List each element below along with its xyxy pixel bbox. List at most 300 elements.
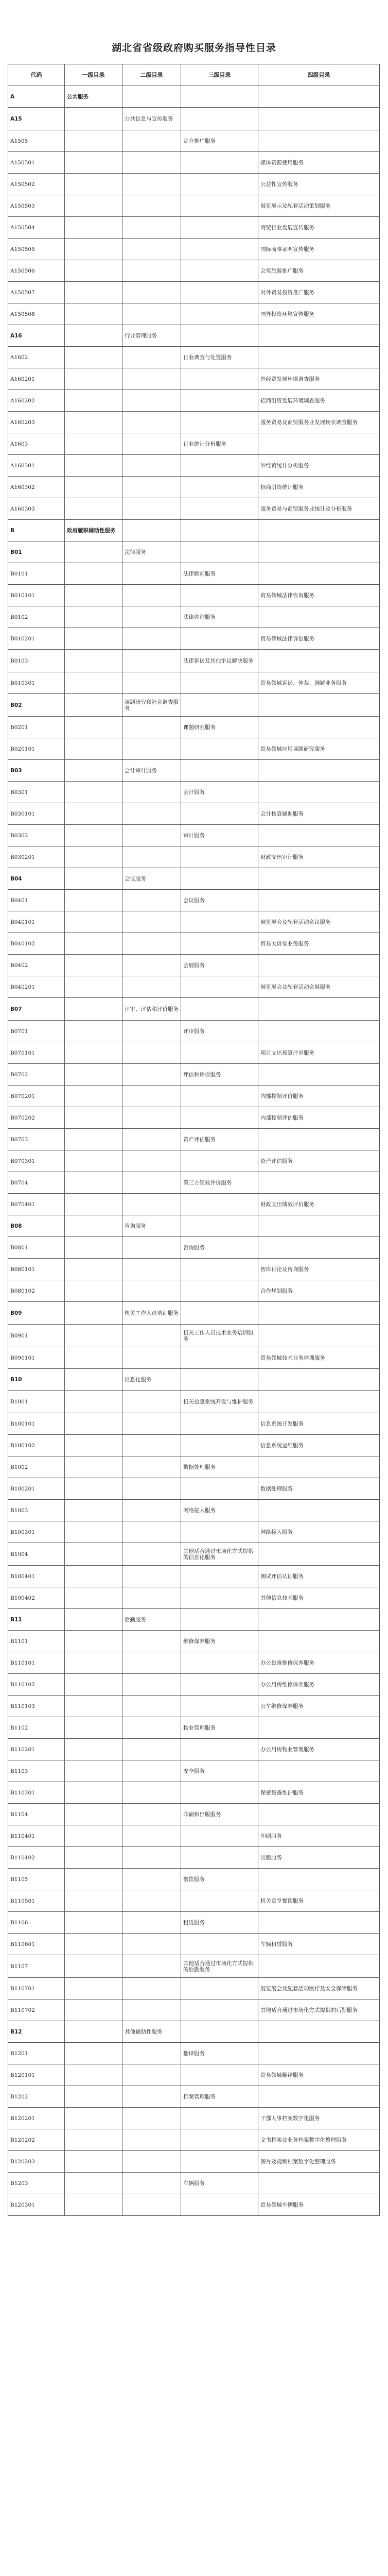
level-3-cell — [181, 1259, 258, 1280]
table-row — [8, 2021, 380, 2043]
level-1-cell — [65, 2021, 122, 2043]
table-row — [8, 803, 380, 825]
table-row — [8, 782, 380, 803]
level-4-cell: 贸易领域法律诉讼服务 — [258, 628, 380, 650]
level-2-cell — [122, 717, 181, 738]
level-3-cell — [181, 585, 258, 606]
level-3-cell: 翻译服务 — [181, 2043, 258, 2064]
level-2-cell — [122, 1717, 181, 1739]
level-1-cell — [65, 1280, 122, 1302]
level-2-cell — [122, 2194, 181, 2216]
code-cell: B110402 — [8, 1847, 65, 1869]
level-4-cell: 贸易领域技术业务培训服务 — [258, 1347, 380, 1369]
code-cell: B1104 — [8, 1804, 65, 1825]
level-4-cell: 公车维修保养服务 — [258, 1696, 380, 1717]
level-2-cell — [122, 1652, 181, 1674]
level-3-cell — [181, 195, 258, 217]
table-row — [8, 1890, 380, 1912]
level-2-cell — [122, 1521, 181, 1543]
level-1-cell — [65, 2043, 122, 2064]
level-4-cell: 媒体资源使用服务 — [258, 152, 380, 174]
level-1-cell — [65, 1890, 122, 1912]
level-4-cell: 贸易领域翻译服务 — [258, 2064, 380, 2086]
level-3-cell — [181, 1086, 258, 1107]
level-1-cell — [65, 390, 122, 412]
table-row — [8, 260, 380, 282]
code-cell: B030101 — [8, 803, 65, 825]
level-4-cell — [258, 1631, 380, 1652]
level-4-cell — [258, 1172, 380, 1194]
level-4-cell: 出版服务 — [258, 1847, 380, 1869]
code-cell: B040101 — [8, 911, 65, 933]
code-cell: B08 — [8, 1215, 65, 1237]
level-3-cell — [181, 1696, 258, 1717]
code-cell: B110401 — [8, 1825, 65, 1847]
code-cell: A16 — [8, 325, 65, 347]
code-cell: B100102 — [8, 1435, 65, 1456]
table-row — [8, 1652, 380, 1674]
level-3-cell — [181, 303, 258, 325]
level-2-cell — [122, 455, 181, 477]
table-row — [8, 1150, 380, 1172]
code-cell: A160303 — [8, 498, 65, 520]
level-1-cell — [65, 1717, 122, 1739]
table-row — [8, 825, 380, 846]
level-2-cell — [122, 282, 181, 303]
level-2-cell — [122, 2108, 181, 2129]
level-4-cell: 内部控制评估服务 — [258, 1107, 380, 1129]
code-cell: B0701 — [8, 1021, 65, 1042]
level-4-cell — [258, 1804, 380, 1825]
table-row — [8, 738, 380, 760]
level-4-cell — [258, 1717, 380, 1739]
code-cell: B110701 — [8, 1978, 65, 1999]
code-cell: B1107 — [8, 1955, 65, 1978]
level-3-cell — [181, 738, 258, 760]
level-2-cell — [122, 1696, 181, 1717]
code-cell: B0103 — [8, 650, 65, 672]
level-1-cell — [65, 650, 122, 672]
level-4-cell: 贸易领域车辆服务 — [258, 2194, 380, 2216]
code-cell: B1201 — [8, 2043, 65, 2064]
level-3-cell — [181, 2194, 258, 2216]
level-2-cell: 会计审计服务 — [122, 760, 181, 782]
table-row — [8, 1064, 380, 1086]
code-cell: A160202 — [8, 390, 65, 412]
level-4-cell: 保密设备维护服务 — [258, 1782, 380, 1804]
table-row — [8, 760, 380, 782]
level-4-cell — [258, 606, 380, 628]
level-1-cell — [65, 955, 122, 976]
level-1-cell — [65, 1631, 122, 1652]
code-cell: A160201 — [8, 368, 65, 390]
code-cell: B040102 — [8, 933, 65, 955]
table-row — [8, 890, 380, 911]
level-1-cell — [65, 1237, 122, 1259]
level-4-cell: 展览展会及配套活动会议服务 — [258, 911, 380, 933]
level-4-cell — [258, 541, 380, 563]
level-4-cell — [258, 325, 380, 347]
table-row — [8, 2043, 380, 2064]
level-1-cell — [65, 1129, 122, 1150]
level-2-cell — [122, 498, 181, 520]
level-4-cell: 招商引资发展环境调查服务 — [258, 390, 380, 412]
level-2-cell — [122, 303, 181, 325]
code-cell: B0101 — [8, 563, 65, 585]
level-2-cell — [122, 563, 181, 585]
level-3-cell — [181, 846, 258, 868]
code-cell: B0201 — [8, 717, 65, 738]
level-1-cell — [65, 477, 122, 498]
level-2-cell — [122, 1912, 181, 1934]
level-1-cell — [65, 1021, 122, 1042]
table-row — [8, 606, 380, 628]
code-cell: A — [8, 86, 65, 108]
table-row — [8, 1847, 380, 1869]
level-4-cell: 项目支出预算评审服务 — [258, 1042, 380, 1064]
level-2-cell: 行业管理服务 — [122, 325, 181, 347]
level-1-cell — [65, 1760, 122, 1782]
table-row — [8, 585, 380, 606]
level-2-cell — [122, 368, 181, 390]
table-row — [8, 1631, 380, 1652]
table-row — [8, 1717, 380, 1739]
level-2-cell — [122, 976, 181, 998]
level-4-cell — [258, 717, 380, 738]
level-3-cell — [181, 1521, 258, 1543]
level-4-cell: 贸易领域诉讼、仲裁、调解业务服务 — [258, 672, 380, 694]
level-3-cell — [181, 108, 258, 130]
level-3-cell — [181, 998, 258, 1021]
level-3-cell: 第三方绩效评价服务 — [181, 1172, 258, 1194]
level-1-cell — [65, 738, 122, 760]
level-2-cell — [122, 825, 181, 846]
level-3-cell — [181, 1347, 258, 1369]
code-cell: B120201 — [8, 2108, 65, 2129]
level-1-cell — [65, 976, 122, 998]
level-2-cell — [122, 1325, 181, 1347]
level-1-cell — [65, 803, 122, 825]
code-cell: B01 — [8, 541, 65, 563]
table-row — [8, 455, 380, 477]
code-cell: B04 — [8, 868, 65, 890]
level-1-cell — [65, 1478, 122, 1500]
level-4-cell: 测试评估认证服务 — [258, 1566, 380, 1587]
level-1-cell — [65, 1435, 122, 1456]
table-row — [8, 1302, 380, 1325]
level-2-cell — [122, 1086, 181, 1107]
table-row — [8, 239, 380, 260]
level-1-cell — [65, 694, 122, 717]
level-2-cell — [122, 1042, 181, 1064]
level-1-cell — [65, 1999, 122, 2021]
code-cell: B110601 — [8, 1934, 65, 1955]
table-row — [8, 433, 380, 455]
code-cell: B020101 — [8, 738, 65, 760]
level-4-cell — [258, 86, 380, 108]
level-3-cell — [181, 1042, 258, 1064]
level-4-cell — [258, 1609, 380, 1631]
level-3-cell — [181, 1150, 258, 1172]
level-4-cell — [258, 347, 380, 368]
level-4-cell — [258, 825, 380, 846]
level-4-cell: 国外投资环境宣传服务 — [258, 303, 380, 325]
level-3-cell: 法律咨询服务 — [181, 606, 258, 628]
level-2-cell — [122, 520, 181, 541]
level-2-cell: 咨询服务 — [122, 1215, 181, 1237]
code-cell: B100301 — [8, 1521, 65, 1543]
level-1-cell — [65, 1325, 122, 1347]
table-row — [8, 1413, 380, 1435]
code-cell: B120101 — [8, 2064, 65, 2086]
level-4-cell — [258, 1543, 380, 1566]
level-1-cell — [65, 2108, 122, 2129]
table-row — [8, 998, 380, 1021]
level-3-cell: 维修保养服务 — [181, 1631, 258, 1652]
level-2-cell — [122, 606, 181, 628]
level-1-cell — [65, 672, 122, 694]
level-1-cell — [65, 1347, 122, 1369]
level-3-cell — [181, 1107, 258, 1129]
level-3-cell: 资产评估服务 — [181, 1129, 258, 1150]
level-4-cell — [258, 650, 380, 672]
level-1-cell — [65, 1391, 122, 1413]
code-cell: B030201 — [8, 846, 65, 868]
table-row — [8, 195, 380, 217]
table-row — [8, 1391, 380, 1413]
level-4-cell: 其他信息技术服务 — [258, 1587, 380, 1609]
code-cell: B110501 — [8, 1890, 65, 1912]
code-cell: A150505 — [8, 239, 65, 260]
level-3-cell — [181, 1739, 258, 1760]
code-cell: A160301 — [8, 455, 65, 477]
code-cell: B070201 — [8, 1086, 65, 1107]
level-3-cell — [181, 628, 258, 650]
level-4-cell — [258, 1064, 380, 1086]
code-cell: B110102 — [8, 1674, 65, 1696]
level-1-cell — [65, 1934, 122, 1955]
code-cell: B1106 — [8, 1912, 65, 1934]
table-row — [8, 1934, 380, 1955]
level-2-cell — [122, 1107, 181, 1129]
level-1-cell — [65, 1456, 122, 1478]
level-2-cell — [122, 1782, 181, 1804]
header-code: 代码 — [8, 64, 65, 86]
level-3-cell — [181, 868, 258, 890]
level-3-cell: 其他适合通过市场化方式提供的信息化服务 — [181, 1543, 258, 1566]
level-4-cell: 办公设备维修保养服务 — [258, 1652, 380, 1674]
code-cell: B070401 — [8, 1194, 65, 1215]
level-1-cell — [65, 782, 122, 803]
table-row — [8, 672, 380, 694]
table-row — [8, 282, 380, 303]
level-1-cell: 政府履职辅助性服务 — [65, 520, 122, 541]
level-1-cell — [65, 1107, 122, 1129]
level-1-cell — [65, 260, 122, 282]
code-cell: B0702 — [8, 1064, 65, 1086]
document-title: 湖北省省级政府购买服务指导性目录 — [111, 42, 276, 54]
level-2-cell — [122, 846, 181, 868]
level-4-cell — [258, 1456, 380, 1478]
table-row — [8, 1912, 380, 1934]
level-4-cell — [258, 782, 380, 803]
table-row — [8, 1804, 380, 1825]
level-4-cell — [258, 108, 380, 130]
level-3-cell — [181, 1413, 258, 1435]
level-1-cell — [65, 628, 122, 650]
level-4-cell: 智库讨论及咨询服务 — [258, 1259, 380, 1280]
code-cell: B080101 — [8, 1259, 65, 1280]
level-3-cell: 其他适合通过市场化方式提供的后勤服务 — [181, 1955, 258, 1978]
level-1-cell — [65, 1978, 122, 1999]
level-2-cell — [122, 2043, 181, 2064]
level-1-cell — [65, 1739, 122, 1760]
table-row — [8, 846, 380, 868]
code-cell: A1602 — [8, 347, 65, 368]
level-3-cell — [181, 2129, 258, 2151]
level-4-cell — [258, 520, 380, 541]
level-4-cell — [258, 2043, 380, 2064]
level-3-cell — [181, 2151, 258, 2173]
table-row — [8, 477, 380, 498]
level-3-cell — [181, 1280, 258, 1302]
code-cell: A150502 — [8, 174, 65, 195]
code-cell: B03 — [8, 760, 65, 782]
level-1-cell — [65, 1869, 122, 1890]
code-cell: B1103 — [8, 1760, 65, 1782]
level-1-cell — [65, 1042, 122, 1064]
table-body — [8, 86, 380, 2216]
table-row — [8, 1782, 380, 1804]
level-3-cell — [181, 520, 258, 541]
level-1-cell — [65, 1566, 122, 1587]
header-row — [8, 64, 380, 86]
table-row — [8, 1978, 380, 1999]
level-3-cell: 课题研究服务 — [181, 717, 258, 738]
code-cell: B110201 — [8, 1739, 65, 1760]
table-row — [8, 1566, 380, 1587]
level-4-cell: 车辆租赁服务 — [258, 1934, 380, 1955]
table-row — [8, 1999, 380, 2021]
level-3-cell: 机关信息系统开发与维护服务 — [181, 1391, 258, 1413]
level-2-cell: 评审、评估和评价服务 — [122, 998, 181, 1021]
code-cell: B1004 — [8, 1543, 65, 1566]
level-1-cell — [65, 585, 122, 606]
table-row — [8, 368, 380, 390]
level-1-cell — [65, 455, 122, 477]
level-3-cell — [181, 1435, 258, 1456]
level-1-cell — [65, 1804, 122, 1825]
level-4-cell: 贸易领域法律咨询服务 — [258, 585, 380, 606]
table-row — [8, 1674, 380, 1696]
level-1-cell — [65, 174, 122, 195]
header-level-4: 四级目录 — [258, 64, 380, 86]
level-4-cell — [258, 998, 380, 1021]
level-1-cell — [65, 890, 122, 911]
level-4-cell: 会奖旅游推广服务 — [258, 260, 380, 282]
level-2-cell: 后勤服务 — [122, 1609, 181, 1631]
level-3-cell — [181, 1369, 258, 1391]
level-2-cell — [122, 412, 181, 433]
level-4-cell: 招商引资统计服务 — [258, 477, 380, 498]
level-4-cell — [258, 1912, 380, 1934]
level-3-cell — [181, 1302, 258, 1325]
code-cell: B010101 — [8, 585, 65, 606]
level-3-cell — [181, 86, 258, 108]
level-4-cell — [258, 2086, 380, 2108]
code-cell: B040201 — [8, 976, 65, 998]
table-row — [8, 390, 380, 412]
table-row — [8, 1587, 380, 1609]
level-4-cell: 办公用房维修保养服务 — [258, 1674, 380, 1696]
level-4-cell: 外经贸发展环境调查服务 — [258, 368, 380, 390]
level-2-cell — [122, 1631, 181, 1652]
level-4-cell: 内部控制评价服务 — [258, 1086, 380, 1107]
table-row — [8, 2108, 380, 2129]
level-2-cell — [122, 585, 181, 606]
level-1-cell — [65, 1150, 122, 1172]
level-3-cell — [181, 325, 258, 347]
table-row — [8, 152, 380, 174]
level-2-cell — [122, 1259, 181, 1280]
level-4-cell: 其他适合通过市场化方式提供的后勤服务 — [258, 1999, 380, 2021]
table-row — [8, 2173, 380, 2194]
level-1-cell — [65, 1543, 122, 1566]
level-2-cell — [122, 2151, 181, 2173]
header-level-2: 二级目录 — [122, 64, 181, 86]
level-3-cell — [181, 412, 258, 433]
code-cell: B110103 — [8, 1696, 65, 1717]
level-2-cell — [122, 1934, 181, 1955]
level-3-cell — [181, 2021, 258, 2043]
level-1-cell — [65, 1652, 122, 1674]
code-cell: A150508 — [8, 303, 65, 325]
level-3-cell — [181, 1674, 258, 1696]
level-1-cell — [65, 717, 122, 738]
level-4-cell: 服务贸易及商贸服务业发展现状调查服务 — [258, 412, 380, 433]
level-4-cell: 商贸行业发展宣传服务 — [258, 217, 380, 239]
code-cell: B1002 — [8, 1456, 65, 1478]
level-2-cell — [122, 1890, 181, 1912]
code-cell: B0302 — [8, 825, 65, 846]
table-row — [8, 1325, 380, 1347]
level-2-cell — [122, 174, 181, 195]
level-4-cell: 贸易领域应用课题研究服务 — [258, 738, 380, 760]
level-1-cell — [65, 1369, 122, 1391]
level-1-cell — [65, 2129, 122, 2151]
code-cell: A150506 — [8, 260, 65, 282]
level-2-cell — [122, 1391, 181, 1413]
table-row — [8, 325, 380, 347]
header-level-3: 三级目录 — [181, 64, 258, 86]
code-cell: B0401 — [8, 890, 65, 911]
level-2-cell — [122, 738, 181, 760]
level-4-cell: 网络接入服务 — [258, 1521, 380, 1543]
code-cell: B110702 — [8, 1999, 65, 2021]
level-2-cell — [122, 195, 181, 217]
table-row — [8, 1172, 380, 1194]
code-cell: B1101 — [8, 1631, 65, 1652]
level-3-cell — [181, 498, 258, 520]
catalog-table — [8, 64, 380, 2216]
level-1-cell — [65, 347, 122, 368]
level-3-cell — [181, 2064, 258, 2086]
level-2-cell — [122, 217, 181, 239]
table-row — [8, 1825, 380, 1847]
code-cell: B0301 — [8, 782, 65, 803]
table-row — [8, 1478, 380, 1500]
level-1-cell — [65, 933, 122, 955]
